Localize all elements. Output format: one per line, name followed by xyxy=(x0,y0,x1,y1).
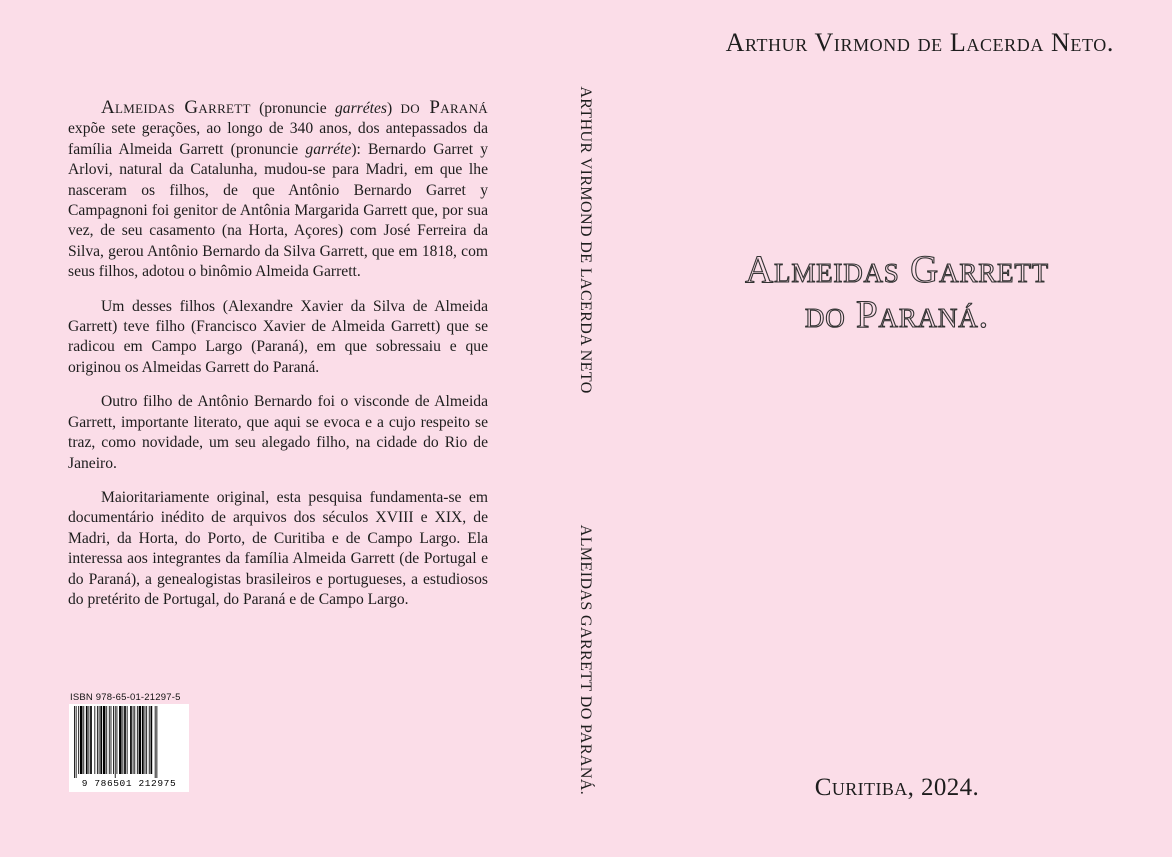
back-cover-blurb xyxy=(68,98,488,624)
book-title-small-caps-2: do Paraná xyxy=(400,97,488,118)
spine-title: ALMEIDAS GARRETT DO PARANÁ. xyxy=(577,524,594,796)
front-cover-title-line-1: Almeidas Garrett xyxy=(745,248,1049,291)
blurb-paragraph-1: Almeidas Garrett (pronuncie garrétes) do Paraná expõe sete gerações, ao longo de 340 anos, dos antepassados da família Almeida Garrett (pronuncie garréte): Bernardo Garret y Arlovi, natural da Catalunha, mudou-se para Madri, em que lhe nasceram os filhos, de que Antônio Bernardo Garret y Campagnoni foi genitor de Antônia Margarida Garrett que, por sua vez, de seu casamento (na Horta, Açores) com José Ferreira da Silva, gerou Antônio Bernardo da Silva Garrett, que em 1818, com seus filhos, adotou o binômio Almeida Garrett. xyxy=(68,97,489,281)
isbn-label: ISBN 978-65-01-21297-5 xyxy=(70,692,181,703)
barcode-digits: 9 786501 212975 xyxy=(69,778,189,789)
blurb-paragraph-3: Outro filho de Antônio Bernardo foi o visconde de Almeida Garrett, importante literato, que aqui se evoca e a cujo respeito se traz, como novidade, um seu alegado filho, na cidade do Rio de Janeiro. xyxy=(68,393,488,472)
front-cover-title-line-2: do Paraná. xyxy=(804,293,990,336)
barcode xyxy=(69,704,189,792)
blurb-paragraph-2: Um desses filhos (Alexandre Xavier da Silva de Almeida Garrett) teve filho (Francisco Xavier de Almeida Garrett) que se radicou em Campo Largo (Paraná), em que sobressaiu e que originou os Almeidas Garrett do Paraná. xyxy=(68,297,488,376)
spine-author: ARTHUR VIRMOND DE LACERDA NETO xyxy=(577,86,594,394)
blurb-paragraph-4: Maioritariamente original, esta pesquisa fundamenta-se em documentário inédito de arquivos dos séculos XVIII e XIX, de Madri, da Horta, do Porto, de Curitiba e de Campo Largo. Ela interessa aos integrantes da família Almeida Garrett (de Portugal e do Paraná), a genealogistas brasileiros e portugueses, a estudiosos do pretérito de Portugal, do Paraná e de Campo Largo. xyxy=(68,488,488,608)
front-cover-place-year: Curitiba, 2024. xyxy=(814,774,980,801)
front-cover-author: Arthur Virmond de Lacerda Neto. xyxy=(725,28,1114,57)
pronunciation-italic: garrétes xyxy=(335,100,387,117)
pronunciation-italic-2: garréte xyxy=(305,140,352,158)
book-title-small-caps: Almeidas Garrett xyxy=(101,97,251,118)
barcode-bars-icon xyxy=(72,706,186,778)
